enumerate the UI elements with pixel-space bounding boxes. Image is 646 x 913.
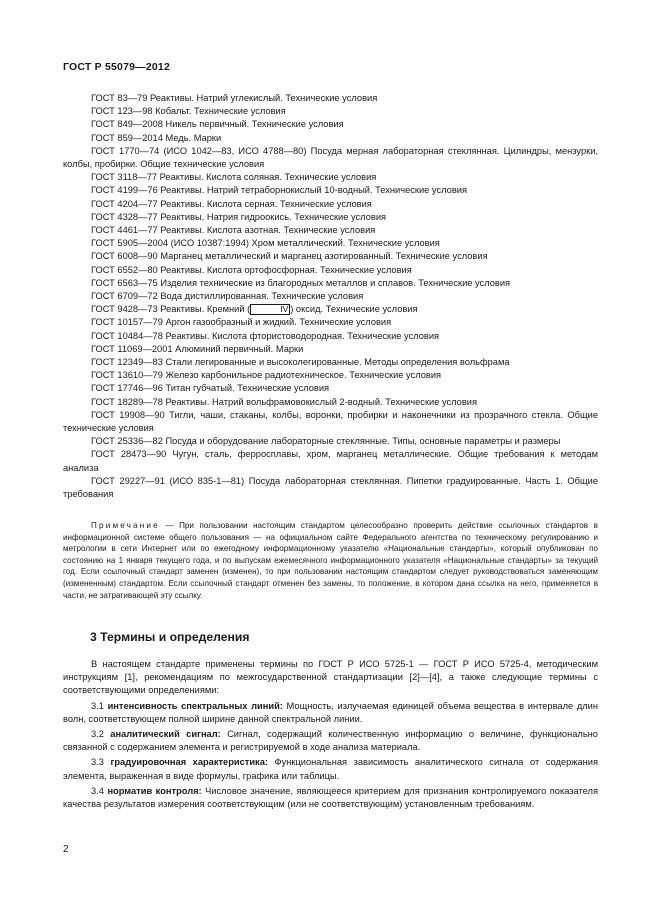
note-label: Примечание	[91, 521, 160, 530]
note-paragraph	[63, 520, 598, 601]
term-name: интенсивность спектральных линий:	[107, 700, 283, 711]
note-text: — При пользовании настоящим стандартом целесообразно проверить действие ссылочных стандартов в информационной системе общего пользования — на официальном сайте Федерального агентства по техническому регулированию и метрологии в сети Интернет или по ежегодному информационному указателю «Национальные стандарты», который опубликован по состоянию на 1 января текущего года, и по выпускам ежемесячного информационного указателя «Национальные стандарты» за текущий год. Если ссылочный стандарт заменен (изменен), то при пользовании настоящим стандартом следует руководствоваться заменяющим (измененным) стандартом. Если ссылочный стандарт отменен без замены, то положение, в котором дана ссылка на него, применяется в части, не затрагивающей эту ссылку.	[63, 521, 598, 600]
term-definition: Мощность, излучаемая единицей объема вещества в интервале длин волн, соответствующем полной ширине данной спектральной линии.	[63, 700, 598, 724]
ref-item: ГОСТ 4204—77 Реактивы. Кислота серная. Технические условия	[91, 198, 372, 209]
term-definition: Сигнал, содержащий количественную информацию о величине, функционально связанной с содержанием элемента и регистрируемой в ходе анализа материала.	[63, 729, 598, 753]
ref-item: ГОСТ 17746—96 Титан губчатый. Технические условия	[91, 383, 330, 394]
ref-text: ) оксид. Технические условия	[290, 304, 418, 315]
ref-item: ГОСТ 10157—79 Аргон газообразный и жидкий. Технические условия	[91, 317, 392, 328]
ref-item: ГОСТ 3118—77 Реактивы. Кислота соляная. Технические условия	[91, 172, 377, 183]
ref-item: ГОСТ 4461—77 Реактивы. Кислота азотная. Технические условия	[91, 225, 376, 236]
page-number: 2	[63, 844, 69, 855]
page-header: ГОСТ Р 55079—2012	[63, 61, 171, 73]
note-block	[63, 520, 598, 601]
term-number: 3.1	[91, 700, 104, 711]
normative-references	[63, 92, 598, 501]
ref-item: ГОСТ 6552—80 Реактивы. Кислота ортофосфорная. Технические условия	[91, 264, 412, 275]
section-title: 3 Термины и определения	[90, 630, 250, 644]
ref-text: ГОСТ 9428—73 Реактивы. Кремний (	[91, 304, 251, 315]
ref-item: ГОСТ 849—2008 Никель первичный. Технические условия	[91, 119, 344, 130]
terms-body	[63, 658, 598, 813]
ref-item-kremniy	[63, 303, 598, 316]
ref-item: ГОСТ 6563—75 Изделия технические из благородных металлов и сплавов. Технические условия	[91, 277, 511, 288]
ref-item: ГОСТ 12349—83 Стали легированные и высоколегированные. Методы определения вольфрама	[91, 357, 510, 368]
term-item	[63, 756, 598, 782]
term-definition: Функциональная зависимость аналитического сигнала от содержания элемента, выраженная в виде формулы, графика или таблицы.	[63, 757, 598, 781]
ref-item: ГОСТ 5905—2004 (ИСО 10387:1994) Хром металлический. Технические условия	[91, 238, 440, 249]
ref-item: ГОСТ 19908—90 Тигли, чаши, стаканы, колбы, воронки, пробирки и наконечники из прозрачного стекла. Общие технические условия	[63, 409, 598, 434]
ref-item: ГОСТ 11069—2001 Алюминий первичный. Марки	[91, 343, 304, 354]
ref-item: ГОСТ 18289—78 Реактивы. Натрий вольфрамовокислый 2-водный. Технические условия	[91, 396, 478, 407]
term-name: аналитический сигнал:	[110, 729, 221, 740]
term-name: норматив контроля:	[107, 785, 202, 796]
term-definition: Числовое значение, являющееся критерием для признания контролируемого показателя качества результатов измерения соответствующим (или не соответствующим) установленным требованиям.	[63, 785, 598, 810]
term-item	[63, 728, 598, 754]
ref-item: ГОСТ 83—79 Реактивы. Натрий углекислый. Технические условия	[91, 93, 378, 103]
ref-item: ГОСТ 10484—78 Реактивы. Кислота фтористоводородная. Технические условия	[91, 330, 440, 341]
ref-item: ГОСТ 123—98 Кобальт. Технические условия	[91, 106, 286, 117]
term-number: 3.2	[91, 729, 104, 740]
ref-item: ГОСТ 859—2014 Медь. Марки	[91, 132, 222, 143]
boxed-roman-numeral: IV	[250, 304, 290, 315]
ref-item: ГОСТ 25336—82 Посуда и оборудование лабораторные стеклянные. Типы, основные параметры и размеры	[91, 436, 561, 447]
intro-paragraph: В настоящем стандарте применены термины по ГОСТ Р ИСО 5725-1 — ГОСТ Р ИСО 5725-4, методическим инструкциям [1], рекомендациям по межгосударственной стандартизации [2]—[4], а также следующие термины с соответствующими определениями:	[63, 659, 598, 696]
ref-item: ГОСТ 13610—79 Железо карбонильное радиотехническое. Технические условия	[91, 370, 442, 381]
term-item	[63, 785, 598, 811]
ref-item: ГОСТ 1770—74 (ИСО 1042—83, ИСО 4788—80) Посуда мерная лабораторная стеклянная. Цилиндры, мензурки, колбы, пробирки. Общие технические условия	[63, 145, 598, 170]
term-number: 3.3	[91, 757, 104, 768]
term-item	[63, 700, 598, 726]
ref-item: ГОСТ 6008—90 Марганец металлический и марганец азотированный. Технические условия	[91, 251, 488, 262]
ref-item: ГОСТ 6709—72 Вода дистиллированная. Технические условия	[91, 291, 364, 302]
ref-item: ГОСТ 29227—91 (ИСО 835-1—81) Посуда лабораторная стеклянная. Пипетки градуированные. Часть 1. Общие требования	[63, 475, 598, 500]
ref-item: ГОСТ 28473—90 Чугун, сталь, ферросплавы, хром, марганец металлические. Общие требования к методам анализа	[63, 449, 598, 473]
term-name: градуировочная характеристика:	[110, 757, 268, 768]
ref-item: ГОСТ 4199—76 Реактивы. Натрий тетраборнокислый 10-водный. Технические условия	[91, 185, 467, 196]
ref-item: ГОСТ 4328—77 Реактивы. Натрия гидроокись. Технические условия	[91, 211, 387, 222]
term-number: 3.4	[91, 785, 104, 796]
